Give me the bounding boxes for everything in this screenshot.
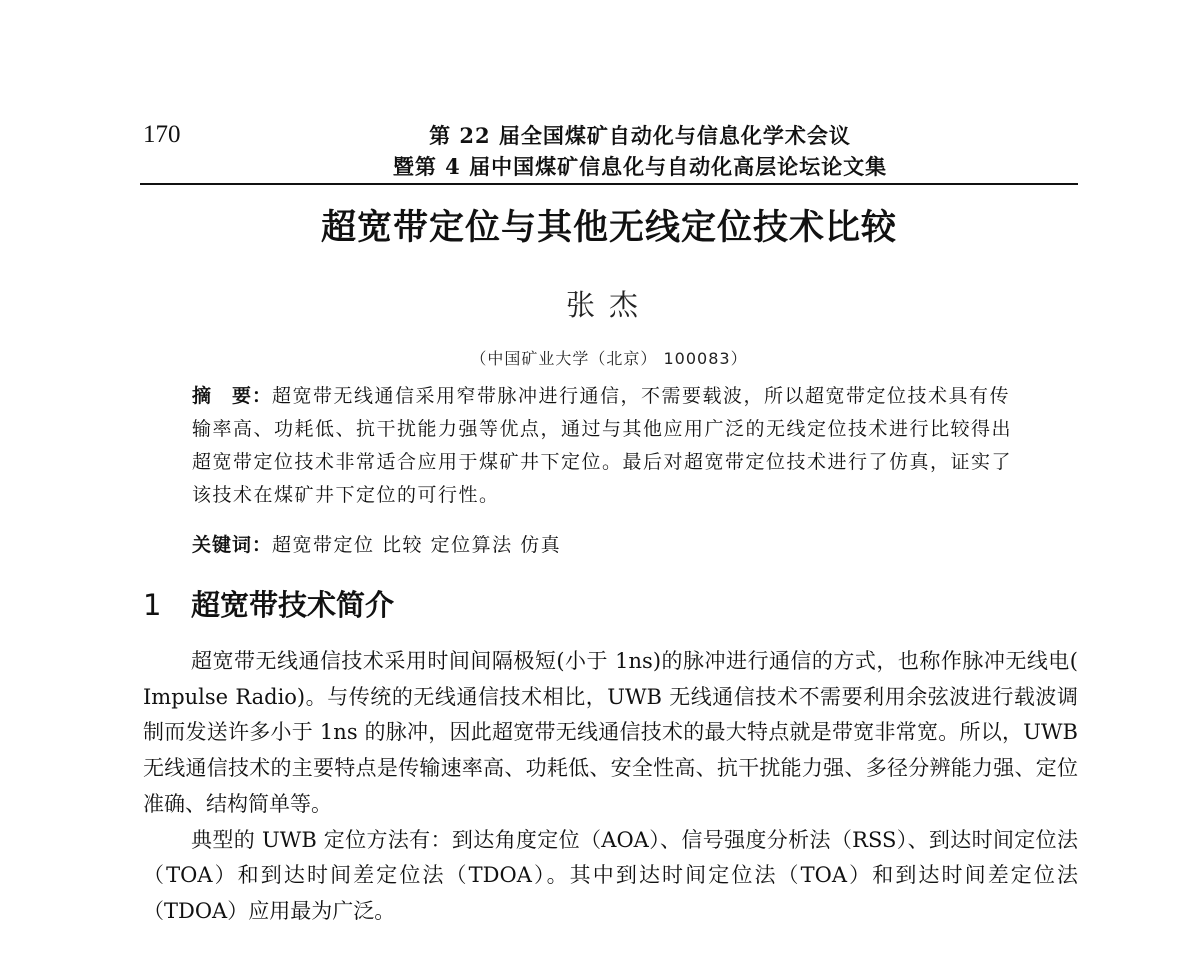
keywords-label: 关键词： [192, 534, 273, 556]
header-divider [140, 183, 1078, 185]
conference-title-line-1: 第 22 届全国煤矿自动化与信息化学术会议 [429, 123, 851, 148]
section-title: 超宽带技术简介 [191, 588, 395, 622]
section-number: 1 [143, 588, 162, 622]
abstract-label: 摘 要： [192, 385, 273, 407]
abstract [192, 380, 1022, 512]
page-number: 170 [143, 121, 181, 148]
section-body [143, 644, 1078, 930]
paper-title: 超宽带定位与其他无线定位技术比较 [320, 208, 897, 248]
body-paragraph: 典型的 UWB 定位方法有：到达角度定位（AOA）、信号强度分析法（RSS）、到达时间定位法（TOA）和到达时间差定位法（TDOA）。其中到达时间定位法（TOA）和到达时间差定位法（TDOA）应用最为广泛。 [143, 827, 1078, 923]
section-heading [143, 583, 394, 624]
author-affiliation: （中国矿业大学（北京） 100083） [470, 349, 748, 368]
keywords [192, 530, 1022, 557]
body-paragraph: 超宽带无线通信技术采用时间间隔极短(小于 1ns)的脉冲进行通信的方式，也称作脉冲无线电( Impulse Radio)。与传统的无线通信技术相比，UWB 无线通信技术不需要利用余弦波进行载波调制而发送许多小于 1ns 的脉冲，因此超宽带无线通信技术的最大特点就是带宽非常宽。所以，UWB 无线通信技术的主要特点是传输速率高、功耗低、安全性高、抗干扰能力强、多径分辨能力强、定位准确、结构简单等。 [143, 649, 1078, 816]
conference-title-line-2: 暨第 4 届中国煤矿信息化与自动化高层论坛论文集 [392, 154, 888, 179]
abstract-text: 超宽带无线通信采用窄带脉冲进行通信，不需要载波，所以超宽带定位技术具有传输率高、功耗低、抗干扰能力强等优点，通过与其他应用广泛的无线定位技术进行比较得出超宽带定位技术非常适合应用于煤矿井下定位。最后对超宽带定位技术进行了仿真，证实了该技术在煤矿井下定位的可行性。 [192, 385, 1013, 506]
keywords-text: 超宽带定位 比较 定位算法 仿真 [272, 534, 562, 556]
author-name: 张杰 [565, 288, 652, 322]
